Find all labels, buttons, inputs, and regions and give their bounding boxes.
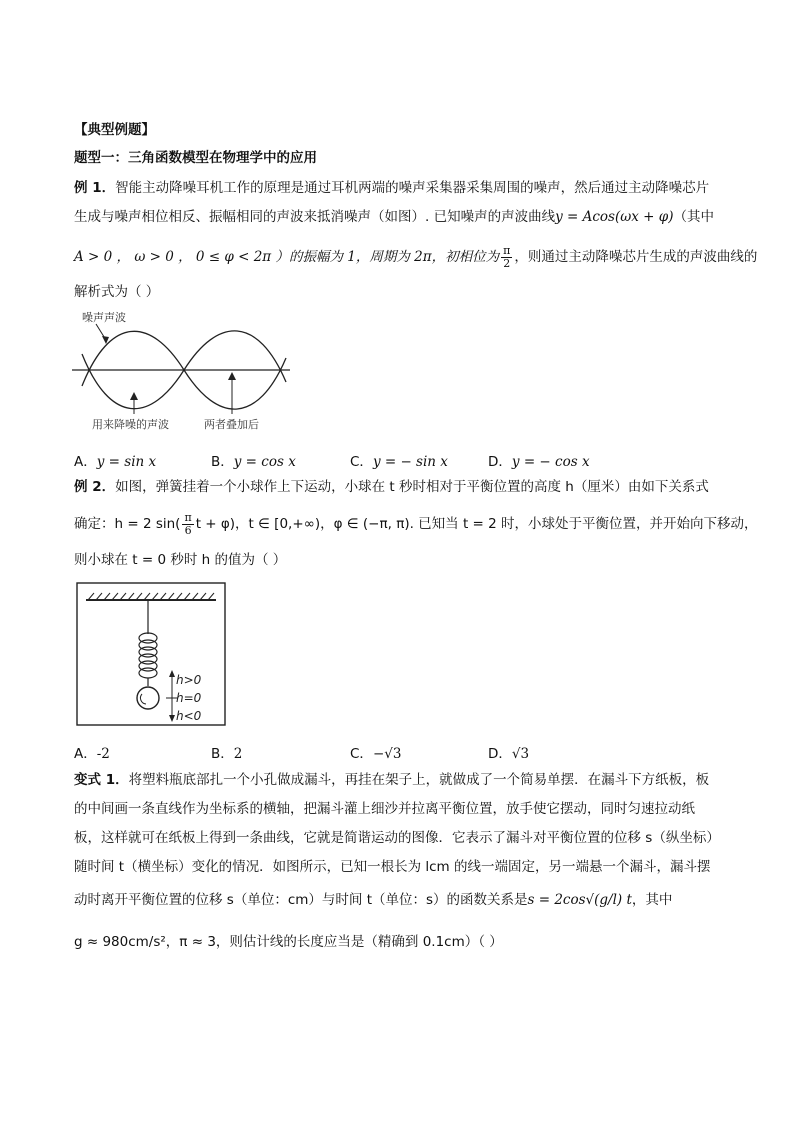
ex1-option-b[interactable] bbox=[211, 450, 296, 470]
sound-wave-figure bbox=[70, 308, 292, 438]
var1-label: 变式 1． bbox=[74, 772, 129, 788]
ex1-text3a: A > 0 ， ω > 0 ， 0 ≤ φ < 2π ）的振幅为 1，周期为 2π，初相位为 bbox=[74, 249, 500, 265]
sum-label: 两者叠加后 bbox=[204, 418, 259, 431]
option-letter: A． bbox=[74, 746, 97, 762]
var1-line4: 随时间 t（横坐标）变化的情况．如图所示，已知一根长为 lcm 的线一端固定，另一端悬一个漏斗，漏斗摆 bbox=[74, 859, 711, 875]
ex2-text2a: 确定：h = 2 sin( bbox=[74, 516, 181, 532]
option-text: y = − cos x bbox=[511, 454, 590, 470]
ex2-option-c[interactable] bbox=[350, 742, 401, 762]
ex1-line2 bbox=[74, 207, 714, 227]
option-letter: B． bbox=[211, 454, 234, 470]
ex1-text2b: （其中 bbox=[673, 209, 714, 225]
ex2-text2b: t + φ)，t ∈ [0,+∞)，φ ∈ (−π, π). 已知当 t = 2 时，小球处于平衡位置，并开始向下移动， bbox=[195, 516, 758, 532]
var1-text5b: ，其中 bbox=[631, 892, 673, 908]
sum-arrow-head bbox=[228, 372, 236, 380]
ex2-line3: 则小球在 t = 0 秒时 h 的值为（ ） bbox=[74, 552, 287, 568]
frac-num: π bbox=[503, 243, 511, 257]
ex2-option-d[interactable] bbox=[488, 742, 529, 762]
ex2-text1: 如图，弹簧挂着一个小球作上下运动，小球在 t 秒时相对于平衡位置的高度 h（厘米）由如下关系式 bbox=[115, 479, 709, 495]
option-text: √3 bbox=[511, 746, 530, 762]
h-zero-label: h=0 bbox=[176, 691, 202, 705]
ex1-line1 bbox=[74, 178, 709, 198]
spring-ball-figure bbox=[76, 582, 226, 726]
ex1-phase-fraction bbox=[501, 245, 512, 270]
ex1-text3b: ，则通过主动降噪芯片生成的声波曲线的 bbox=[514, 249, 758, 265]
option-text: y = sin x bbox=[96, 454, 157, 470]
ex1-line3 bbox=[74, 244, 757, 270]
ex1-option-c[interactable] bbox=[350, 450, 448, 470]
frac-den: 2 bbox=[503, 256, 511, 270]
frac-num: π bbox=[184, 510, 192, 524]
option-text: y = − sin x bbox=[372, 454, 448, 470]
ex1-text1: 智能主动降噪耳机工作的原理是通过耳机两端的噪声采集器采集周围的噪声，然后通过主动降噪芯片 bbox=[115, 180, 710, 196]
ex1-option-a[interactable] bbox=[74, 450, 156, 470]
ex1-line4: 解析式为（ ） bbox=[74, 284, 160, 300]
option-text: 2 bbox=[233, 746, 243, 762]
var1-text5a: 动时离开平衡位置的位移 s（单位：cm）与时间 t（单位：s）的函数关系是 bbox=[74, 892, 528, 908]
ex2-label: 例 2． bbox=[74, 479, 116, 495]
option-text: −√3 bbox=[372, 746, 402, 762]
type-title: 题型一：三角函数模型在物理学中的应用 bbox=[74, 150, 317, 166]
section-heading: 【典型例题】 bbox=[74, 122, 155, 138]
option-text: y = cos x bbox=[233, 454, 296, 470]
option-letter: C． bbox=[350, 454, 373, 470]
cancel-arrow-head bbox=[130, 392, 138, 400]
var1-formula: s = 2cos√(g/l) t bbox=[527, 892, 632, 908]
ex1-option-d[interactable] bbox=[488, 450, 590, 470]
ex1-text2a: 生成与噪声相位相反、振幅相同的声波来抵消噪声（如图）. 已知噪声的声波曲线 bbox=[74, 209, 556, 225]
ex2-line2 bbox=[74, 510, 758, 538]
option-text: -2 bbox=[96, 746, 110, 762]
ex1-label: 例 1． bbox=[74, 180, 116, 196]
ex2-line1 bbox=[74, 477, 709, 497]
frac-den: 6 bbox=[184, 523, 192, 537]
ex2-fraction bbox=[182, 512, 193, 537]
option-letter: A． bbox=[74, 454, 97, 470]
option-letter: C． bbox=[350, 746, 373, 762]
option-letter: D． bbox=[488, 746, 512, 762]
option-letter: B． bbox=[211, 746, 234, 762]
var1-text1: 将塑料瓶底部扎一个小孔做成漏斗，再挂在架子上，就做成了一个简易单摆．在漏斗下方纸板，板 bbox=[128, 772, 710, 788]
var1-line5 bbox=[74, 890, 672, 910]
cancel-label: 用来降噪的声波 bbox=[92, 418, 169, 431]
option-letter: D． bbox=[488, 454, 512, 470]
var1-line3: 板，这样就可在纸板上得到一条曲线，它就是简谐运动的图像．它表示了漏斗对平衡位置的位移 s（纵坐标） bbox=[74, 830, 720, 846]
ex2-option-a[interactable] bbox=[74, 742, 110, 762]
var1-line6: g ≈ 980cm/s²，π ≈ 3，则估计线的长度应当是（精确到 0.1cm）（ ） bbox=[74, 934, 503, 950]
var1-line2: 的中间画一条直线作为坐标系的横轴，把漏斗灌上细沙并拉离平衡位置，放手使它摆动，同时匀速拉动纸 bbox=[74, 801, 695, 817]
noise-label: 噪声声波 bbox=[82, 311, 126, 324]
var1-line1 bbox=[74, 770, 709, 790]
h-pos-label: h>0 bbox=[176, 673, 202, 687]
ex1-noise-formula: y = Acos(ωx + φ) bbox=[555, 209, 674, 225]
ex2-option-b[interactable] bbox=[211, 742, 242, 762]
h-neg-label: h<0 bbox=[176, 709, 202, 723]
